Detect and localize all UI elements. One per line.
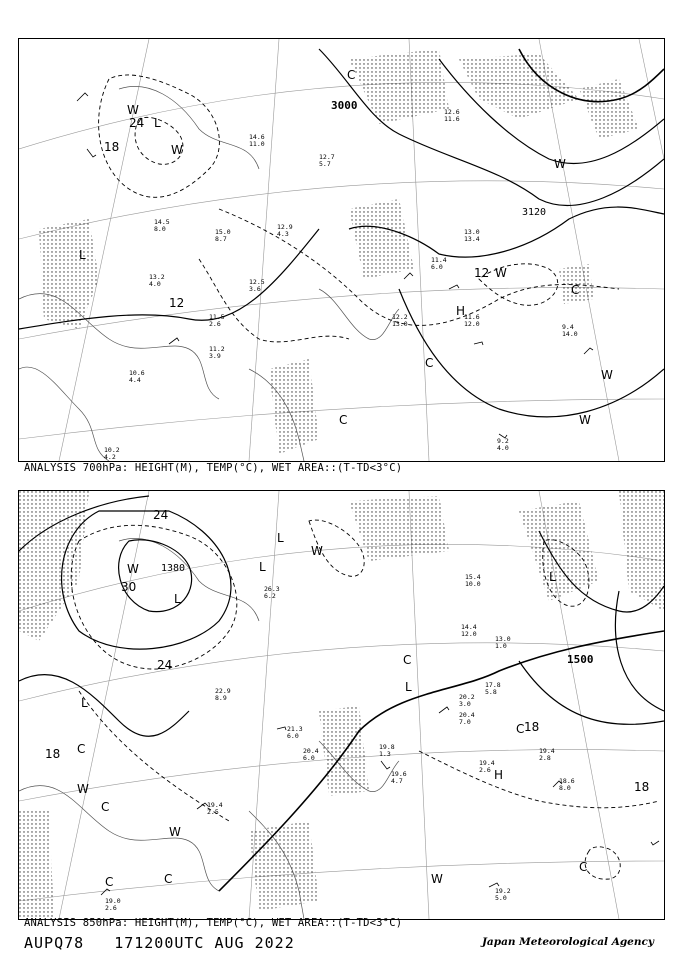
svg-text:11.4: 11.4 (431, 256, 447, 264)
svg-text:4.4: 4.4 (129, 376, 141, 384)
svg-text:19.2: 19.2 (495, 887, 511, 895)
temp-label: 12 (169, 296, 185, 310)
height-label-1500: 1500 (567, 653, 594, 666)
station-plot (215, 228, 231, 243)
station-plot (277, 223, 293, 238)
svg-text:13.0: 13.0 (392, 320, 408, 328)
svg-text:12.2: 12.2 (392, 313, 408, 321)
svg-text:17.8: 17.8 (485, 681, 501, 689)
svg-text:13.2: 13.2 (149, 273, 165, 281)
system-mark: W (127, 562, 139, 576)
svg-text:15.4: 15.4 (465, 573, 481, 581)
system-mark: C (579, 860, 588, 874)
system-mark: C (403, 653, 412, 667)
svg-text:1.3: 1.3 (379, 750, 391, 758)
wind-barbs-700 (77, 93, 593, 438)
station-plot (485, 681, 501, 696)
station-plot (209, 345, 225, 360)
temp-label: 24 (129, 116, 145, 130)
svg-text:13.4: 13.4 (464, 235, 480, 243)
station-plot (539, 747, 555, 762)
station-plot (264, 585, 280, 600)
svg-text:11.6: 11.6 (464, 313, 480, 321)
temp-label: 18 (45, 747, 61, 761)
station-plot (461, 623, 477, 638)
station-plot (479, 759, 495, 774)
svg-text:12.6: 12.6 (444, 108, 460, 116)
system-mark: W (171, 143, 183, 157)
svg-text:14.0: 14.0 (562, 330, 578, 338)
station-plot (249, 133, 265, 148)
analysis-850hpa-map (18, 490, 665, 920)
system-mark: L (549, 570, 556, 584)
svg-text:2.6: 2.6 (479, 766, 491, 774)
svg-text:3.6: 3.6 (249, 285, 261, 293)
svg-text:11.6: 11.6 (444, 115, 460, 123)
svg-text:21.3: 21.3 (287, 725, 303, 733)
svg-text:3.9: 3.9 (209, 352, 221, 360)
temp-label: 24 (157, 658, 173, 672)
svg-text:4.0: 4.0 (149, 280, 161, 288)
system-mark: C (164, 872, 173, 886)
system-mark: W (554, 157, 566, 171)
system-mark: W (601, 368, 613, 382)
svg-text:2.5: 2.5 (207, 808, 219, 816)
svg-text:12.5: 12.5 (249, 278, 265, 286)
system-mark: W (431, 872, 443, 886)
station-plot (104, 446, 120, 461)
svg-text:11.0: 11.0 (249, 140, 265, 148)
temp-label: 30 (121, 580, 137, 594)
station-plot (379, 743, 395, 758)
system-mark: W (169, 825, 181, 839)
svg-text:20.4: 20.4 (303, 747, 319, 755)
svg-text:5.7: 5.7 (319, 160, 331, 168)
station-plot (497, 437, 509, 452)
system-marks-700 (79, 68, 613, 427)
svg-text:2.6: 2.6 (105, 904, 117, 912)
svg-text:12.9: 12.9 (277, 223, 293, 231)
station-plot (444, 108, 460, 123)
svg-text:10.0: 10.0 (465, 580, 481, 588)
svg-text:4.0: 4.0 (497, 444, 509, 452)
svg-text:8.0: 8.0 (154, 225, 166, 233)
station-plot (154, 218, 170, 233)
station-plot (303, 747, 319, 762)
station-plot (465, 573, 481, 588)
system-mark: L (405, 680, 412, 694)
system-mark: L (81, 696, 88, 710)
svg-text:15.0: 15.0 (215, 228, 231, 236)
system-mark: C (77, 742, 86, 756)
station-plot (431, 256, 447, 271)
station-plot (559, 777, 575, 792)
system-mark: C (425, 356, 434, 370)
station-plot (495, 635, 511, 650)
svg-text:10.6: 10.6 (129, 369, 145, 377)
wet-area-850 (19, 491, 664, 919)
svg-text:5.8: 5.8 (485, 688, 497, 696)
svg-text:18.6: 18.6 (559, 777, 575, 785)
svg-text:13.0: 13.0 (495, 635, 511, 643)
svg-text:8.0: 8.0 (559, 784, 571, 792)
svg-text:12.0: 12.0 (461, 630, 477, 638)
system-mark: L (154, 116, 161, 130)
svg-text:19.4: 19.4 (539, 747, 555, 755)
svg-text:6.2: 6.2 (264, 592, 276, 600)
svg-text:6.0: 6.0 (431, 263, 443, 271)
svg-text:19.4: 19.4 (479, 759, 495, 767)
svg-text:9.4: 9.4 (562, 323, 574, 331)
svg-text:6.0: 6.0 (287, 732, 299, 740)
temp-label: 18 (104, 140, 120, 154)
height-label-1380: 1380 (161, 563, 186, 574)
station-plot (149, 273, 165, 288)
system-mark: H (494, 768, 504, 782)
product-header (24, 934, 295, 952)
system-mark: C (347, 68, 356, 82)
svg-text:20.4: 20.4 (459, 711, 475, 719)
product-code: AUPQ78 (24, 934, 85, 952)
svg-text:12.7: 12.7 (319, 153, 335, 161)
height-label-3000: 3000 (331, 99, 358, 112)
svg-text:9.2: 9.2 (497, 437, 509, 445)
svg-text:8.9: 8.9 (215, 694, 227, 702)
system-mark: L (79, 248, 86, 262)
system-mark: L (259, 560, 266, 574)
svg-text:3.0: 3.0 (459, 700, 471, 708)
station-plot (105, 897, 121, 912)
station-plot (459, 711, 475, 726)
station-plot (215, 687, 231, 702)
temp-label: 18 (634, 780, 650, 794)
system-mark: W (127, 103, 139, 117)
temp-label: 12 (474, 266, 490, 280)
svg-text:8.7: 8.7 (215, 235, 227, 243)
station-plot (209, 313, 225, 328)
valid-time: 171200UTC AUG 2022 (114, 934, 295, 952)
height-label-3120: 3120 (522, 207, 547, 218)
system-mark: C (101, 800, 110, 814)
station-plot (287, 725, 303, 740)
station-plot (129, 369, 145, 384)
system-mark: W (77, 782, 89, 796)
svg-text:11.2: 11.2 (209, 345, 225, 353)
svg-text:14.4: 14.4 (461, 623, 477, 631)
system-mark: H (456, 304, 466, 318)
caption-700hpa: ANALYSIS 700hPa: HEIGHT(M), TEMP(°C), WET AREA::(T-TD<3°C) (24, 462, 403, 474)
svg-text:2.6: 2.6 (209, 320, 221, 328)
station-plot (495, 887, 511, 902)
map-850-canvas (19, 491, 664, 919)
temp-label: 24 (153, 508, 169, 522)
map-700-canvas (19, 39, 664, 461)
caption-850hpa: ANALYSIS 850hPa: HEIGHT(M), TEMP(°C), WET AREA::(T-TD<3°C) (24, 917, 403, 929)
station-plot (249, 278, 265, 293)
station-plot (459, 693, 475, 708)
temp-label: 18 (524, 720, 540, 734)
system-mark: C (339, 413, 348, 427)
svg-text:4.7: 4.7 (391, 777, 403, 785)
svg-text:13.0: 13.0 (464, 228, 480, 236)
svg-text:20.2: 20.2 (459, 693, 475, 701)
station-plot (464, 228, 480, 243)
svg-text:19.4: 19.4 (207, 801, 223, 809)
system-mark: C (571, 283, 580, 297)
svg-text:26.3: 26.3 (264, 585, 280, 593)
station-plot (207, 801, 223, 816)
svg-text:19.6: 19.6 (391, 770, 407, 778)
svg-text:4.2: 4.2 (104, 453, 116, 461)
analysis-700hpa-map (18, 38, 665, 462)
svg-text:19.0: 19.0 (105, 897, 121, 905)
wind-barbs-850 (101, 707, 659, 895)
svg-text:5.0: 5.0 (495, 894, 507, 902)
system-mark: W (495, 266, 507, 280)
agency-name: Japan Meteorological Agency (481, 936, 654, 948)
system-mark: L (174, 592, 181, 606)
svg-text:19.8: 19.8 (379, 743, 395, 751)
svg-text:12.0: 12.0 (464, 320, 480, 328)
station-plot (562, 323, 578, 338)
system-mark: C (105, 875, 114, 889)
svg-text:22.9: 22.9 (215, 687, 231, 695)
svg-text:4.3: 4.3 (277, 230, 289, 238)
svg-text:14.6: 14.6 (249, 133, 265, 141)
svg-text:6.0: 6.0 (303, 754, 315, 762)
svg-text:7.0: 7.0 (459, 718, 471, 726)
station-plot (319, 153, 335, 168)
system-mark: W (579, 413, 591, 427)
system-mark: L (277, 531, 284, 545)
svg-text:2.8: 2.8 (539, 754, 551, 762)
station-plot (391, 770, 407, 785)
svg-text:11.5: 11.5 (209, 313, 225, 321)
system-mark: W (311, 544, 323, 558)
svg-text:1.0: 1.0 (495, 642, 507, 650)
system-mark: C (516, 722, 525, 736)
station-plot (392, 313, 408, 328)
svg-text:10.2: 10.2 (104, 446, 120, 454)
station-plot (464, 313, 480, 328)
svg-text:14.5: 14.5 (154, 218, 170, 226)
